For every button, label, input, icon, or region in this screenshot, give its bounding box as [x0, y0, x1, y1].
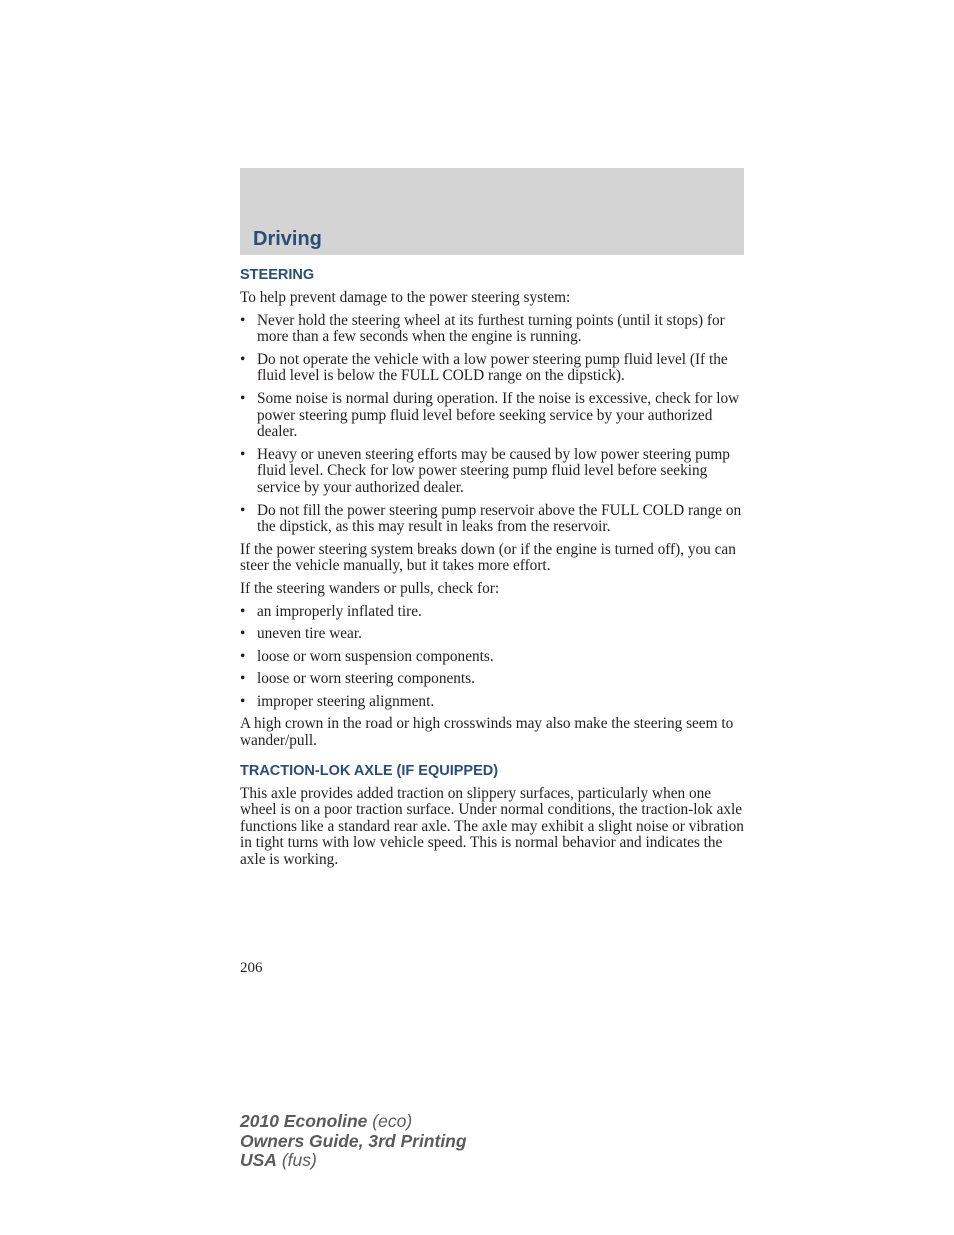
list-item: [240, 604, 746, 621]
footer-line-2: [240, 1132, 467, 1152]
bullet-glyph: •: [240, 670, 246, 688]
steering-crown-text: A high crown in the road or high crosswinds may also make the steering seem to wander/pull.: [240, 715, 734, 750]
list-item-text: loose or worn steering components.: [257, 670, 475, 688]
footer-market-code: (fus): [281, 1150, 317, 1170]
bullet-glyph: •: [240, 501, 246, 519]
bullet-glyph: •: [240, 445, 246, 463]
bullet-glyph: •: [240, 350, 246, 368]
steering-heading: STEERING: [240, 267, 315, 283]
list-item-text: Never hold the steering wheel at its furthest turning points (until it stops) for more than a few seconds when the engine is running.: [257, 311, 725, 346]
list-item: [240, 391, 746, 441]
list-item: [240, 626, 746, 643]
footer-model-code: (eco): [372, 1111, 413, 1131]
list-item: [240, 649, 746, 666]
page-content: [240, 266, 746, 875]
list-item: [240, 447, 746, 497]
list-item: [240, 352, 746, 385]
section-header-band: [240, 168, 744, 255]
bullet-glyph: •: [240, 602, 246, 620]
traction-lok-body: This axle provides added traction on slippery surfaces, particularly when one wheel is on a poor traction surface. Under normal conditions, the traction-lok axle functions like a standard rear axle. The axle may exhibit a slight noise or vibration in tight turns with low vehicle speed. This is normal behavior and indicates the axle is working.: [240, 784, 744, 869]
list-item: [240, 671, 746, 688]
list-item-text: Do not operate the vehicle with a low power steering pump fluid level (If the fluid level is below the FULL COLD range on the dipstick).: [257, 350, 728, 385]
bullet-glyph: •: [240, 692, 246, 710]
list-item-text: Some noise is normal during operation. If the noise is excessive, check for low power steering pump fluid level before seeking service by your authorized dealer.: [257, 389, 740, 441]
steering-precautions-list: [240, 313, 746, 536]
bullet-glyph: •: [240, 311, 246, 329]
list-item-text: Heavy or uneven steering efforts may be caused by low power steering pump fluid level. Check for low power steering pump fluid level before seeking service by your authorized dealer.: [257, 445, 730, 496]
list-item-text: an improperly inflated tire.: [257, 602, 422, 620]
bullet-glyph: •: [240, 625, 246, 643]
footer-line-1: [240, 1112, 467, 1132]
list-item-text: loose or worn suspension components.: [257, 647, 494, 665]
footer-market: USA: [240, 1150, 277, 1170]
document-footer: [240, 1112, 467, 1171]
steering-wander-intro: If the steering wanders or pulls, check for:: [240, 579, 500, 597]
list-item-text: uneven tire wear.: [257, 625, 362, 643]
page-number: 206: [240, 960, 263, 976]
footer-guide-edition: Owners Guide, 3rd Printing: [240, 1130, 467, 1151]
list-item-text: improper steering alignment.: [257, 692, 435, 710]
bullet-glyph: •: [240, 389, 246, 407]
steering-wander-list: [240, 604, 746, 711]
footer-line-3: [240, 1151, 467, 1171]
list-item: [240, 313, 746, 346]
list-item: [240, 503, 746, 536]
list-item-text: Do not fill the power steering pump reservoir above the FULL COLD range on the dipstick, as this may result in leaks from the reservoir.: [257, 501, 742, 536]
section-title: Driving: [253, 228, 322, 250]
steering-breakdown-text: If the power steering system breaks down (or if the engine is turned off), you can steer the vehicle manually, but it takes more effort.: [240, 540, 736, 575]
bullet-glyph: •: [240, 647, 246, 665]
list-item: [240, 694, 746, 711]
traction-lok-heading: TRACTION-LOK AXLE (IF EQUIPPED): [240, 762, 499, 779]
footer-model: 2010 Econoline: [240, 1111, 368, 1131]
steering-intro: To help prevent damage to the power steering system:: [240, 289, 571, 306]
